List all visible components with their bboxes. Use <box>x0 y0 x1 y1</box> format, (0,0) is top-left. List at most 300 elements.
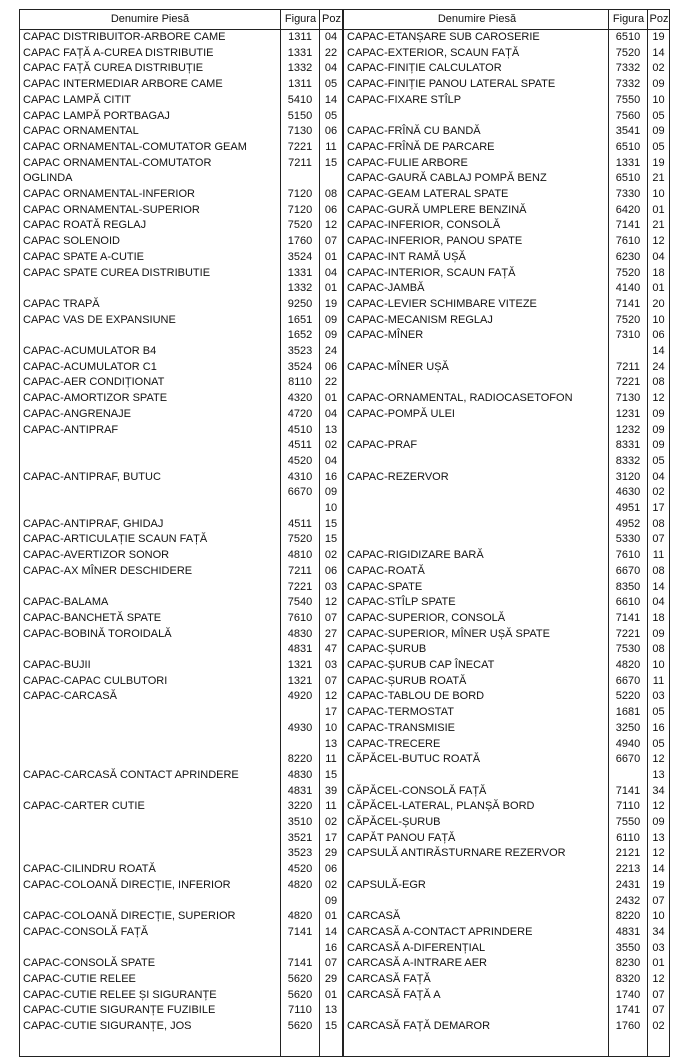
right-poz-cell: 09 <box>652 423 665 436</box>
right-poz-cell: 21 <box>652 172 665 185</box>
right-poz-cell: 14 <box>652 345 665 357</box>
left-part-name-cell <box>20 580 280 596</box>
right-figura-cell: 6510 <box>615 140 641 153</box>
right-figura-cell: 1740 <box>615 988 641 1001</box>
right-figura-cell: 7211 <box>616 360 640 373</box>
table-row <box>20 627 669 643</box>
left-poz-cell: 06 <box>324 863 338 876</box>
left-poz-cell: 14 <box>324 93 338 106</box>
header-poz-left: Poz <box>322 13 341 25</box>
left-figura-cell: 4820 <box>287 878 313 891</box>
left-figura-cell: 1760 <box>287 235 313 248</box>
right-poz-cell: 11 <box>652 674 665 687</box>
left-poz-cell: 15 <box>324 517 338 530</box>
right-poz-cell: 09 <box>652 407 665 420</box>
left-part-name-cell: CAPAC-CARTER CUTIE <box>23 800 145 813</box>
table-row <box>20 77 669 93</box>
left-part-name-cell: CAPAC-CILINDRU ROATĂ <box>23 863 156 876</box>
right-part-name-cell: CAPAC-INTERIOR, SCAUN FAȚĂ <box>347 266 516 279</box>
left-poz-cell: 19 <box>324 297 338 310</box>
header-name-right: Denumire Piesă <box>437 13 517 25</box>
right-poz-cell: 02 <box>652 486 665 499</box>
right-figura-cell: 7310 <box>615 329 641 342</box>
right-poz-cell: 10 <box>652 313 665 326</box>
table-row <box>20 470 669 486</box>
right-figura-cell: 6420 <box>615 203 641 216</box>
left-poz-cell: 22 <box>324 376 338 389</box>
right-poz-cell: 05 <box>652 140 665 153</box>
left-part-name-cell: CAPAC-BALAMA <box>23 596 109 609</box>
right-poz-cell: 01 <box>652 957 665 970</box>
right-part-name-cell: CĂPĂCEL-BUTUC ROATĂ <box>347 753 481 766</box>
left-figura-cell: 3523 <box>287 345 313 357</box>
right-figura-cell: 1231 <box>615 407 641 420</box>
right-poz-cell: 09 <box>652 78 665 91</box>
table-row <box>20 297 669 313</box>
right-figura-cell: 4940 <box>615 737 641 750</box>
left-figura-cell: 4930 <box>287 721 313 734</box>
left-figura-cell: 4511 <box>288 439 312 452</box>
left-figura-cell: 1332 <box>287 282 313 295</box>
right-poz-cell: 02 <box>652 62 665 75</box>
left-poz-cell: 13 <box>324 423 338 436</box>
right-poz-cell: 07 <box>652 988 665 1001</box>
right-figura-cell: 2121 <box>615 847 641 860</box>
table-row <box>20 313 669 329</box>
left-poz-cell: 04 <box>324 454 338 467</box>
table-row <box>20 423 669 439</box>
right-part-name-cell: CAPAC-STÎLP SPATE <box>347 596 456 609</box>
left-poz-cell: 07 <box>324 235 338 248</box>
right-part-name-cell <box>344 454 608 470</box>
right-figura-cell: 4820 <box>615 659 641 671</box>
left-poz-cell: 04 <box>324 31 338 43</box>
left-figura-cell: 7141 <box>287 925 313 938</box>
right-figura-cell: 7530 <box>615 643 641 656</box>
table-row <box>20 956 669 972</box>
left-part-name-cell <box>20 501 280 517</box>
left-figura-cell: 1651 <box>287 313 313 326</box>
table-row <box>20 768 669 784</box>
right-poz-cell: 12 <box>652 753 665 766</box>
right-poz-cell: 10 <box>652 93 665 106</box>
left-part-name-cell <box>20 454 280 470</box>
left-part-name-cell <box>20 485 280 501</box>
right-part-name-cell: CAPAC-FRÎNĂ DE PARCARE <box>347 140 495 153</box>
left-figura-cell: 3510 <box>287 816 313 828</box>
left-figura-cell: 1331 <box>287 46 313 59</box>
right-poz-cell: 04 <box>652 250 665 263</box>
right-figura-cell: 7520 <box>615 46 641 59</box>
right-poz-cell: 05 <box>652 737 665 750</box>
left-figura-cell: 4520 <box>287 863 313 876</box>
right-figura-cell: 3550 <box>615 941 641 954</box>
right-part-name-cell: CAPAC-MÎNER UȘĂ <box>347 360 449 373</box>
left-part-name-cell: CAPAC INTERMEDIAR ARBORE CAME <box>23 78 223 91</box>
left-figura-cell: 3220 <box>287 800 313 813</box>
right-poz-cell: 19 <box>652 31 665 43</box>
right-part-name-cell <box>344 485 608 501</box>
right-part-name-cell <box>344 501 608 517</box>
right-part-name-cell: CARCASĂ A-DIFERENȚIAL <box>347 941 486 954</box>
table-row <box>20 737 669 753</box>
left-figura-cell: 4320 <box>287 392 313 405</box>
right-part-name-cell: CAPAC-TRECERE <box>347 737 441 750</box>
left-poz-cell: 02 <box>324 878 338 891</box>
left-poz-cell: 10 <box>324 721 338 734</box>
left-part-name-cell: CAPAC-COLOANĂ DIRECȚIE, SUPERIOR <box>23 910 236 923</box>
left-figura-cell: 7520 <box>287 219 313 232</box>
left-part-name-cell: CAPAC SPATE CUREA DISTRIBUTIE <box>23 266 211 279</box>
right-part-name-cell <box>344 344 608 360</box>
left-figura-cell: 5620 <box>287 973 313 985</box>
left-figura-cell: 4511 <box>288 517 312 530</box>
left-figura-cell <box>281 737 319 753</box>
left-part-name-cell <box>20 784 280 800</box>
left-part-name-cell: CAPAC FAȚĂ A-CUREA DISTRIBUTIE <box>23 46 214 59</box>
left-figura-cell: 7610 <box>287 611 313 624</box>
right-poz-cell: 13 <box>652 831 665 844</box>
right-poz-cell: 02 <box>652 1020 665 1033</box>
right-part-name-cell: CAPSULĂ ANTIRĂSTURNARE REZERVOR <box>347 847 566 860</box>
left-figura-cell: 5620 <box>287 1020 313 1033</box>
right-part-name-cell: CĂPĂCEL-CONSOLĂ FAȚĂ <box>347 784 487 797</box>
left-poz-cell: 11 <box>325 140 337 153</box>
left-figura-cell: 1331 <box>287 266 313 279</box>
right-figura-cell: 7550 <box>615 816 641 828</box>
left-figura-cell: 7110 <box>288 1004 312 1017</box>
right-poz-cell: 03 <box>652 690 665 703</box>
table-row <box>20 784 669 800</box>
right-poz-cell: 21 <box>652 219 665 232</box>
left-figura-cell: 8220 <box>287 753 313 766</box>
right-poz-cell: 14 <box>652 863 665 876</box>
right-figura-cell <box>609 344 647 360</box>
left-poz-cell <box>320 171 342 187</box>
left-part-name-cell: CAPAC ROATĂ REGLAJ <box>23 219 147 232</box>
left-part-name-cell: CAPAC-ANTIPRAF, BUTUC <box>23 470 161 483</box>
right-part-name-cell: CAPAC-INFERIOR, PANOU SPATE <box>347 235 523 248</box>
right-figura-cell: 3541 <box>615 125 641 138</box>
right-part-name-cell: CAPAC-TABLOU DE BORD <box>347 690 485 703</box>
left-part-name-cell <box>20 642 280 658</box>
table-row <box>20 328 669 344</box>
left-figura-cell: 4831 <box>287 643 313 656</box>
right-figura-cell: 3250 <box>615 721 641 734</box>
left-part-name-cell <box>20 281 280 297</box>
parts-index-table <box>19 9 670 1057</box>
left-part-name-cell: CAPAC ORNAMENTAL-COMUTATOR <box>23 156 212 169</box>
left-poz-cell: 09 <box>324 313 338 326</box>
left-figura-cell: 8110 <box>288 376 312 389</box>
right-poz-cell: 01 <box>652 203 665 216</box>
right-figura-cell: 8230 <box>615 957 641 970</box>
right-part-name-cell: CAPAC-SUPERIOR, MÎNER UȘĂ SPATE <box>347 627 550 640</box>
right-poz-cell: 09 <box>652 627 665 640</box>
table-row <box>20 360 669 376</box>
right-figura-cell: 7332 <box>615 78 641 91</box>
left-poz-cell: 04 <box>324 407 338 420</box>
left-figura-cell: 4830 <box>287 627 313 640</box>
left-poz-cell: 11 <box>325 753 337 766</box>
left-poz-cell: 02 <box>324 549 338 562</box>
table-row <box>20 281 669 297</box>
table-row <box>20 799 669 815</box>
right-poz-cell: 20 <box>652 297 665 310</box>
left-figura-cell: 4310 <box>287 470 313 483</box>
left-part-name-cell: CAPAC ORNAMENTAL-INFERIOR <box>23 188 195 200</box>
left-part-name-cell <box>20 705 280 721</box>
header-poz-right: Poz <box>649 13 669 25</box>
table-row <box>20 140 669 156</box>
left-figura-cell <box>281 941 319 957</box>
right-figura-cell: 4140 <box>615 282 641 295</box>
right-poz-cell: 05 <box>652 454 665 467</box>
right-poz-cell: 03 <box>652 941 665 954</box>
table-row <box>20 344 669 360</box>
right-part-name-cell: CAPAC-ȘURUB CAP ÎNECAT <box>347 659 495 671</box>
left-figura-cell <box>281 501 319 517</box>
left-figura-cell: 6670 <box>287 486 313 499</box>
left-part-name-cell: OGLINDA <box>23 172 73 185</box>
table-row <box>20 250 669 266</box>
right-figura-cell: 1760 <box>615 1020 641 1033</box>
right-part-name-cell: CAPAC-INT RAMĂ UȘĂ <box>347 250 466 263</box>
left-part-name-cell: CAPAC TRAPĂ <box>23 297 100 310</box>
left-part-name-cell: CAPAC ORNAMENTAL-COMUTATOR GEAM <box>23 140 247 153</box>
table-row <box>20 407 669 423</box>
table-row <box>20 438 669 454</box>
left-part-name-cell <box>20 721 280 737</box>
right-part-name-cell: CAPAC-FINIȚIE CALCULATOR <box>347 62 502 75</box>
left-poz-cell: 29 <box>324 847 338 860</box>
table-row <box>20 705 669 721</box>
left-figura-cell <box>281 705 319 721</box>
table-row <box>20 485 669 501</box>
left-figura-cell: 5620 <box>287 988 313 1001</box>
left-poz-cell: 11 <box>325 800 337 813</box>
left-part-name-cell: CAPAC-ANGRENAJE <box>23 407 131 420</box>
left-part-name-cell: CAPAC FAȚĂ CUREA DISTRIBUȚIE <box>23 62 204 75</box>
left-part-name-cell <box>20 941 280 957</box>
right-figura-cell: 7550 <box>615 93 641 106</box>
right-poz-cell: 04 <box>652 470 665 483</box>
right-poz-cell: 12 <box>652 392 665 405</box>
right-poz-cell: 08 <box>652 564 665 577</box>
right-part-name-cell: CAPAC-ȘURUB <box>347 643 427 656</box>
left-poz-cell: 09 <box>324 486 338 499</box>
table-row <box>20 611 669 627</box>
left-figura-cell: 4830 <box>287 768 313 781</box>
right-poz-cell: 10 <box>652 188 665 200</box>
left-figura-cell: 7221 <box>287 140 313 153</box>
left-part-name-cell: CAPAC DISTRIBUITOR-ARBORE CAME <box>23 31 226 43</box>
right-part-name-cell: CAPAC-EXTERIOR, SCAUN FAȚĂ <box>347 46 520 59</box>
right-poz-cell: 07 <box>652 1004 665 1017</box>
right-part-name-cell: CAPAC-PRAF <box>347 439 418 452</box>
header-figura-left: Figura <box>284 13 317 25</box>
left-poz-cell: 07 <box>324 957 338 970</box>
table-row <box>20 1003 669 1019</box>
left-poz-cell: 07 <box>324 674 338 687</box>
left-part-name-cell: CAPAC VAS DE EXPANSIUNE <box>23 313 176 326</box>
left-poz-cell: 05 <box>324 109 338 122</box>
table-row <box>20 46 669 62</box>
right-part-name-cell <box>344 1003 608 1019</box>
table-row <box>20 187 669 203</box>
left-poz-cell: 15 <box>324 533 338 546</box>
left-figura-cell: 4510 <box>287 423 313 436</box>
left-part-name-cell <box>20 894 280 910</box>
right-part-name-cell: CAPAC-MECANISM REGLAJ <box>347 313 493 326</box>
left-figura-cell: 7120 <box>287 188 313 200</box>
table-row <box>20 909 669 925</box>
left-poz-cell: 15 <box>324 156 338 169</box>
right-figura-cell: 7141 <box>615 297 641 310</box>
right-part-name-cell: CAPAC-MÎNER <box>347 329 424 342</box>
right-part-name-cell: CAPAC-FULIE ARBORE <box>347 156 468 169</box>
left-part-name-cell: CAPAC LAMPĂ PORTBAGAJ <box>23 109 170 122</box>
right-figura-cell <box>609 768 647 784</box>
left-figura-cell: 1332 <box>287 62 313 75</box>
left-figura-cell: 4810 <box>287 549 313 562</box>
left-figura-cell: 7141 <box>287 957 313 970</box>
left-part-name-cell: CAPAC-BANCHETĂ SPATE <box>23 611 162 624</box>
left-part-name-cell: CAPAC-ANTIPRAF, GHIDAJ <box>23 517 164 530</box>
right-figura-cell: 7141 <box>615 611 641 624</box>
right-part-name-cell: CAPAC-RIGIDIZARE BARĂ <box>347 549 484 562</box>
right-figura-cell: 6110 <box>616 831 640 844</box>
table-row <box>20 548 669 564</box>
left-figura-cell: 7520 <box>287 533 313 546</box>
table-row <box>20 941 669 957</box>
right-figura-cell: 7520 <box>615 266 641 279</box>
right-part-name-cell <box>344 375 608 391</box>
left-poz-cell: 01 <box>324 250 338 263</box>
right-figura-cell: 8220 <box>615 910 641 923</box>
left-poz-cell: 03 <box>324 659 338 671</box>
left-figura-cell: 4920 <box>287 690 313 703</box>
left-part-name-cell: CAPAC-AVERTIZOR SONOR <box>23 549 170 562</box>
left-part-name-cell: CAPAC ORNAMENTAL-SUPERIOR <box>23 203 200 216</box>
right-part-name-cell: CARCASĂ FAȚĂ DEMAROR <box>347 1020 491 1033</box>
left-poz-cell: 02 <box>324 816 338 828</box>
right-part-name-cell: CAPAC-FRÎNĂ CU BANDĂ <box>347 125 481 138</box>
left-poz-cell: 39 <box>324 784 338 797</box>
right-part-name-cell <box>344 862 608 878</box>
right-part-name-cell: CARCASĂ FAȚĂ <box>347 973 431 985</box>
right-poz-cell: 09 <box>652 125 665 138</box>
table-row <box>20 988 669 1004</box>
left-part-name-cell: CAPAC-CUTIE SIGURANȚE, JOS <box>23 1020 192 1033</box>
left-part-name-cell <box>20 737 280 753</box>
left-poz-cell: 27 <box>324 627 338 640</box>
right-part-name-cell: CAPAC-POMPĂ ULEI <box>347 407 455 420</box>
left-poz-cell: 12 <box>324 219 338 232</box>
right-poz-cell: 08 <box>652 376 665 389</box>
right-part-name-cell: CAPAC-JAMBĂ <box>347 282 425 295</box>
table-row <box>20 658 669 674</box>
right-figura-cell: 7141 <box>615 219 641 232</box>
left-figura-cell: 4831 <box>287 784 313 797</box>
left-poz-cell: 22 <box>324 46 338 59</box>
right-figura-cell: 6670 <box>615 753 641 766</box>
right-part-name-cell: CAPAC-SUPERIOR, CONSOLĂ <box>347 611 506 624</box>
left-part-name-cell: CAPAC-AX MÎNER DESCHIDERE <box>23 564 193 577</box>
left-poz-cell: 10 <box>324 502 338 514</box>
right-part-name-cell: CARCASĂ <box>347 910 401 923</box>
right-figura-cell: 2213 <box>615 863 641 876</box>
left-poz-cell: 05 <box>324 78 338 91</box>
left-poz-cell: 02 <box>324 439 338 452</box>
right-poz-cell: 34 <box>652 925 665 938</box>
left-poz-cell: 01 <box>324 988 338 1001</box>
right-poz-cell: 24 <box>652 360 665 373</box>
left-part-name-cell: CAPAC LAMPĂ CITIT <box>23 93 131 106</box>
right-part-name-cell: CAPAC-INFERIOR, CONSOLĂ <box>347 219 501 232</box>
left-part-name-cell <box>20 831 280 847</box>
table-row <box>20 501 669 517</box>
left-poz-cell: 07 <box>324 611 338 624</box>
right-figura-cell: 7221 <box>615 627 641 640</box>
right-figura-cell: 4831 <box>615 925 641 938</box>
right-poz-cell: 16 <box>652 721 665 734</box>
right-poz-cell: 07 <box>652 894 665 907</box>
right-part-name-cell: CAPAC-REZERVOR <box>347 470 449 483</box>
left-poz-cell: 01 <box>324 392 338 405</box>
table-row <box>20 674 669 690</box>
right-part-name-cell <box>344 423 608 439</box>
left-part-name-cell: CAPAC-CONSOLĂ FAȚĂ <box>23 925 149 938</box>
left-part-name-cell: CAPAC-CONSOLĂ SPATE <box>23 957 156 970</box>
left-poz-cell: 16 <box>324 470 338 483</box>
left-poz-cell: 04 <box>324 62 338 75</box>
right-poz-cell: 09 <box>652 439 665 452</box>
table-row <box>20 580 669 596</box>
right-poz-cell: 05 <box>652 109 665 122</box>
right-figura-cell: 7560 <box>615 109 641 122</box>
right-poz-cell: 06 <box>652 329 665 342</box>
right-figura-cell: 7610 <box>615 235 641 248</box>
left-poz-cell: 47 <box>324 643 338 656</box>
right-poz-cell: 05 <box>652 706 665 719</box>
right-part-name-cell: CAPAC-ETANȘARE SUB CAROSERIE <box>347 31 540 43</box>
right-poz-cell: 14 <box>652 46 665 59</box>
left-poz-cell: 13 <box>324 1004 338 1017</box>
right-figura-cell: 7130 <box>615 392 641 405</box>
left-figura-cell <box>281 171 319 187</box>
right-figura-cell: 2432 <box>615 894 641 907</box>
right-part-name-cell: CARCASĂ A-INTRARE AER <box>347 957 487 970</box>
left-figura-cell: 7540 <box>287 596 313 609</box>
right-part-name-cell <box>344 517 608 533</box>
right-part-name-cell: CAPĂT PANOU FAȚĂ <box>347 831 456 844</box>
right-part-name-cell: CAPAC-TERMOSTAT <box>347 706 454 719</box>
table-row <box>20 972 669 988</box>
right-figura-cell: 1681 <box>615 706 641 719</box>
left-part-name-cell: CAPAC-AMORTIZOR SPATE <box>23 392 168 405</box>
right-part-name-cell: CARCASĂ A-CONTACT APRINDERE <box>347 925 533 938</box>
right-poz-cell: 18 <box>652 266 665 279</box>
table-row <box>20 454 669 470</box>
right-figura-cell: 7110 <box>616 800 640 813</box>
right-figura-cell: 7610 <box>615 549 641 562</box>
left-part-name-cell: CAPAC SPATE A-CUTIE <box>23 250 145 263</box>
right-figura-cell: 7330 <box>615 188 641 200</box>
right-poz-cell: 18 <box>652 611 665 624</box>
right-figura-cell: 6670 <box>615 564 641 577</box>
right-poz-cell: 09 <box>652 816 665 828</box>
